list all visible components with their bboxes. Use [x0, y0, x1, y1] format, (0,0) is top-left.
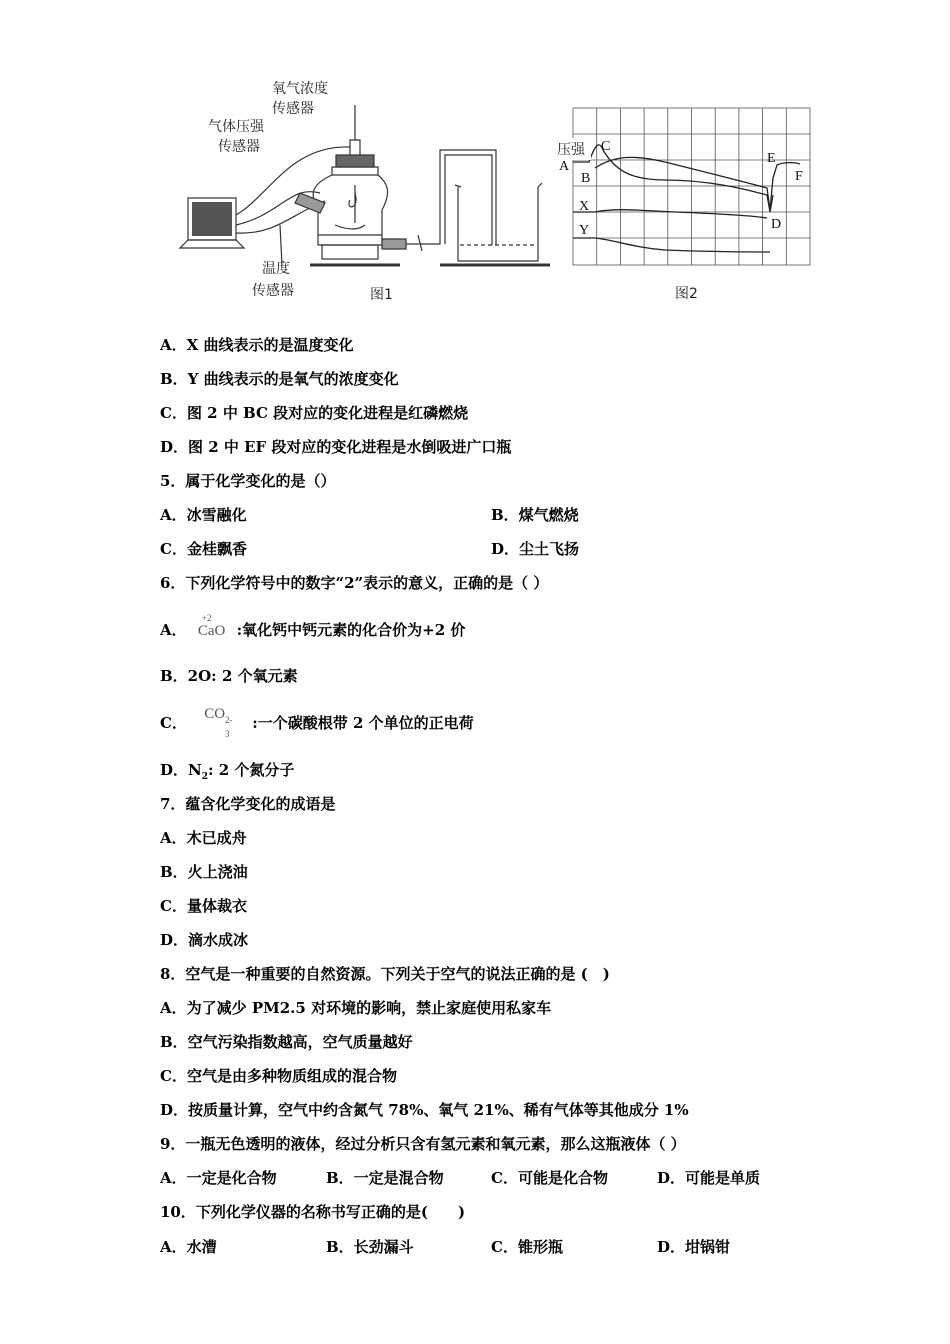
- q6-option-c: C． CO 2- 3 :一个碳酸根带 2 个单位的正电荷: [160, 706, 474, 739]
- point-a: A: [559, 159, 570, 174]
- q7-option-d: D．滴水成冰: [160, 931, 249, 949]
- figure-1-caption: 图1: [370, 287, 393, 303]
- q5-option-d: D．尘土飞扬: [491, 540, 580, 558]
- q6-stem: 6．下列化学符号中的数字“2”表示的意义，正确的是（ ）: [160, 574, 549, 592]
- q7-option-a: A．木已成舟: [160, 829, 247, 847]
- q6-option-d: D．$N_2$: 2 个氮分子: [160, 761, 295, 782]
- q7-option-c: C．量体裁衣: [160, 897, 247, 915]
- q8-option-d: D．按质量计算，空气中约含氮气 78%、氧气 21%、稀有气体等其他成分 1%: [160, 1101, 689, 1119]
- q7-option-b: B．火上浇油: [160, 863, 248, 881]
- q9-option-b: B．一定是混合物: [326, 1169, 444, 1187]
- graph-ylabel: 压强: [557, 142, 585, 158]
- pressure-sensor-label-1: 气体压强: [208, 119, 264, 135]
- q9-stem: 9．一瓶无色透明的液体，经过分析只含有氢元素和氧元素，那么这瓶液体（ ）: [160, 1135, 686, 1153]
- temp-sensor-label-1: 温度: [262, 261, 290, 277]
- q5-option-a: A．冰雪融化: [160, 506, 247, 524]
- figure-2-graph: [555, 100, 820, 310]
- q9-option-a: A．一定是化合物: [160, 1169, 277, 1187]
- q5-stem: 5．属于化学变化的是（）: [160, 472, 336, 490]
- q9-option-d: D．可能是单质: [657, 1169, 761, 1187]
- point-e: E: [767, 151, 776, 166]
- point-f: F: [795, 169, 803, 184]
- oxygen-sensor-label-1: 氧气浓度: [272, 81, 328, 97]
- x-curve: [573, 210, 767, 218]
- q4-option-c: C．图 2 中 BC 段对应的变化进程是红磷燃烧: [160, 404, 469, 422]
- q10-option-d: D．坩锅钳: [657, 1238, 731, 1256]
- co3-formula: CO 2- 3: [204, 706, 233, 739]
- q5-option-b: B．煤气燃烧: [491, 506, 579, 524]
- q10-option-c: C．锥形瓶: [491, 1238, 563, 1256]
- q5-option-c: C．金桂飘香: [160, 540, 247, 558]
- q9-option-c: C．可能是化合物: [491, 1169, 608, 1187]
- q4-option-b: B．Y 曲线表示的是氧气的浓度变化: [160, 370, 399, 388]
- y-curve: [573, 238, 770, 252]
- figure-1-apparatus: [160, 75, 560, 310]
- figure-2-caption: 图2: [675, 286, 698, 302]
- point-d: D: [771, 217, 782, 232]
- pressure-curve: [573, 145, 773, 212]
- temp-sensor-label-2: 传感器: [252, 283, 294, 299]
- q8-option-b: B．空气污染指数越高，空气质量越好: [160, 1033, 413, 1051]
- point-x: X: [579, 199, 590, 214]
- q6-option-b: B．2O: 2 个氧元素: [160, 667, 298, 685]
- q6-option-a: A． +2 CaO :氧化钙中钙元素的化合价为+2 价: [160, 613, 466, 639]
- q10-option-a: A．水漕: [160, 1238, 217, 1256]
- pressure-sensor-label-2: 传感器: [218, 139, 260, 155]
- point-y: Y: [579, 223, 590, 238]
- q8-option-c: C．空气是由多种物质组成的混合物: [160, 1067, 397, 1085]
- point-c: C: [601, 139, 611, 154]
- q4-option-a: A．X 曲线表示的是温度变化: [160, 336, 354, 354]
- q8-option-a: A．为了减少 PM2.5 对环境的影响，禁止家庭使用私家车: [160, 999, 552, 1017]
- q10-option-b: B．长劲漏斗: [326, 1238, 414, 1256]
- oxygen-sensor-label-2: 传感器: [272, 101, 314, 117]
- q4-option-d: D．图 2 中 EF 段对应的变化进程是水倒吸进广口瓶: [160, 438, 512, 456]
- q10-stem: 10．下列化学仪器的名称书写正确的是( ): [160, 1203, 466, 1221]
- q7-stem: 7．蕴含化学变化的成语是: [160, 795, 336, 813]
- point-b: B: [581, 171, 591, 186]
- cao-formula: +2 CaO: [197, 613, 226, 639]
- q8-stem: 8．空气是一种重要的自然资源。下列关于空气的说法正确的是 ( ): [160, 965, 610, 983]
